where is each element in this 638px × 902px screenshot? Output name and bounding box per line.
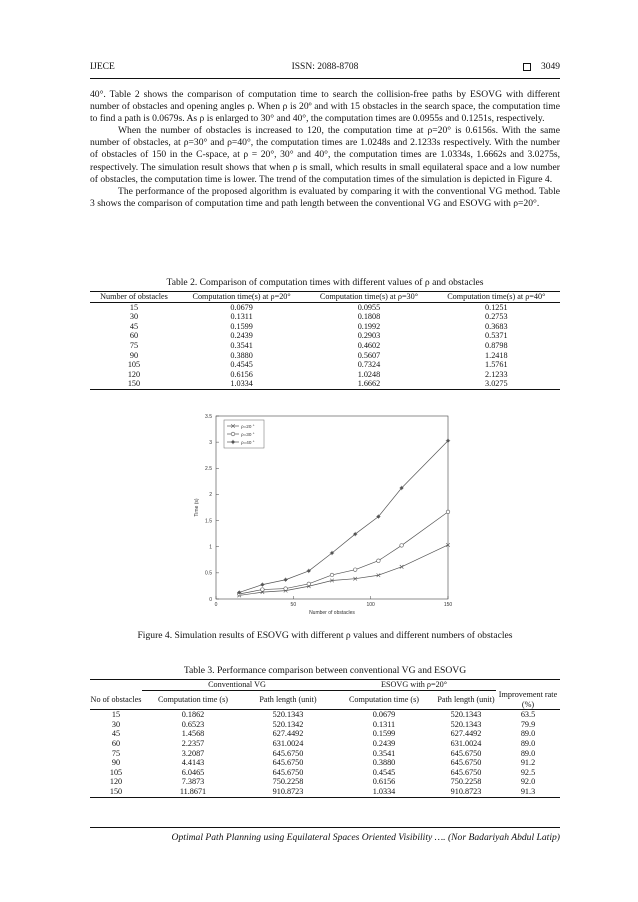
data-point [261,588,265,592]
table-cell: 60 [111,739,121,749]
table2-title: Table 2. Comparison of computation times with different values of ρ and obstacles [166,277,484,288]
table-cell: 92.0 [520,777,536,787]
table-row [90,720,560,730]
page-number-area [523,62,560,72]
table-row [90,379,560,389]
table-row [90,322,560,332]
legend-label: ρ=20 ° [241,423,255,429]
table-cell: 645.6750 [272,748,304,758]
table2-header: Computation time(s) at ρ=20° [178,292,305,303]
table-cell: 45 [111,729,121,739]
table-cell: 0.3683 [485,321,508,331]
table-cell: 0.0679 [372,710,396,720]
x-tick-label: 150 [443,602,453,608]
table-cell: 15 [111,710,121,720]
table-cell: 63.5 [520,710,536,720]
page-header [90,62,560,78]
data-point [400,565,404,569]
table-cell: 45 [129,321,139,331]
table-cell: 0.1311 [230,312,253,322]
table-cell: 0.4545 [372,767,396,777]
table-cell: 1.0334 [332,787,436,797]
table-cell: 0.8798 [485,340,508,350]
table-cell: 0.1599 [372,729,396,739]
table-cell: 520.1343 [450,719,482,729]
table-row [90,787,560,797]
table-cell: 750.2258 [450,777,482,787]
table-row [90,739,560,749]
checkbox-square-icon [523,63,531,71]
table-cell: 0.6156 [230,369,253,379]
y-tick-label: 1 [209,544,212,551]
table3-header: Improvement rate (%) [496,690,560,710]
table-cell: 90 [111,758,121,768]
table-cell: 1.4568 [181,729,205,739]
table-cell: 0.5371 [485,331,508,341]
y-tick-label: 0.5 [205,570,212,577]
table-cell: 2.2357 [181,739,205,749]
table-cell: 520.1343 [450,710,482,720]
y-axis-label: Time (s) [194,498,200,517]
table-cell: 79.9 [520,719,536,729]
data-point [353,568,357,572]
table-cell: 120 [127,369,141,379]
table3-group-esovg: ESOVG with ρ=20° [332,680,496,691]
table-cell: 0.3541 [372,748,396,758]
paragraph-3: The performance of the proposed algorithm is evaluated by comparing it with the conventional VG method. Table 3 shows the comparison of computation time and path length between the conventional VG and ESOVG with ρ=20°. [90,185,560,209]
table-cell: 150 [90,787,142,797]
table-cell: 0.2439 [230,331,253,341]
table3-group-conventional: Conventional VG [142,680,332,691]
table-cell: 105 [127,360,141,370]
table-cell: 30 [129,312,139,322]
y-tick-label: 0 [209,596,212,603]
table-cell: 0.0679 [230,302,253,312]
table-row [90,768,560,778]
data-point [400,544,404,548]
table-cell: 3.2087 [181,748,205,758]
legend-label: ρ=40 ° [241,439,255,445]
issn: ISSN: 2088-8708 [291,62,359,72]
series-line [239,545,448,595]
table-row [90,302,560,312]
table2-header: Number of obstacles [90,292,178,303]
table-cell: 6.0465 [181,767,205,777]
data-point-star [260,582,264,586]
table-cell: 0.6156 [372,777,396,787]
table-row [90,331,560,341]
data-point [330,573,334,577]
table3-group-row [90,680,560,691]
table3-header: No of obstacles [90,690,142,710]
table-cell: 2.1233 [485,369,508,379]
table-cell: 750.2258 [272,777,304,787]
table-row [90,351,560,361]
journal-name: IJECE [90,62,115,72]
y-tick-label: 2 [209,492,212,499]
table3-header: Path length (unit) [244,690,332,710]
table-cell: 0.4545 [230,360,253,370]
table-cell: 645.6750 [450,767,482,777]
table3 [90,679,560,798]
table-cell: 0.3880 [372,758,396,768]
series-line [239,441,448,593]
table-row [90,360,560,370]
table-cell: 15 [129,302,139,312]
table-cell: 1.6662 [305,379,432,389]
table3-body [90,710,560,797]
table-cell: 150 [90,379,178,389]
x-tick-label: 0 [214,602,218,608]
page-footer: Optimal Path Planning using Equilateral Spaces Oriented Visibility …. (Nor Badariyah Abdul Latip) [171,832,560,843]
table3-header: Computation time (s) [332,690,436,710]
table-cell: 75 [129,340,139,350]
table-cell: 910.8723 [436,787,496,797]
table-cell: 7.3873 [181,777,205,787]
table-cell: 0.5607 [357,350,381,360]
table-cell: 0.1599 [230,321,253,331]
y-tick-label: 1.5 [205,518,212,525]
table-cell: 645.6750 [272,758,304,768]
table-cell: 60 [129,331,139,341]
table-cell: 75 [111,748,121,758]
table-cell: 0.2753 [485,312,508,322]
table-cell: 0.6523 [181,719,205,729]
table3-header-row [90,690,560,710]
figure4-chart [190,408,460,618]
x-tick-label: 50 [290,602,297,608]
data-point [377,559,381,563]
table-cell: 4.4143 [181,758,205,768]
table-cell: 92.5 [520,767,536,777]
table-row [90,758,560,768]
table-row [90,749,560,759]
table-cell: 0.0955 [357,302,381,312]
table-cell: 90 [129,350,139,360]
table2-header-row [90,292,560,303]
table2-header: Computation time(s) at ρ=30° [305,292,432,303]
table-cell: 0.2439 [372,739,396,749]
table-row [90,341,560,351]
figure4-caption: Figure 4. Simulation results of ESOVG with different ρ values and different numbers of obstacles [137,630,513,641]
table2 [90,291,560,390]
table-row [90,710,560,720]
table-cell: 0.1862 [181,710,205,720]
table-cell: 0.1251 [485,302,508,312]
table-cell: 30 [111,719,121,729]
data-point [446,510,450,514]
table-cell: 1.5761 [485,360,508,370]
table-cell: 631.0024 [450,739,482,749]
table-cell: 0.3880 [230,350,253,360]
paragraph-2: When the number of obstacles is increased to 120, the computation time at ρ=20° is 0.6156s. With the same number of obstacles, at ρ=30° and ρ=40°, the computation times are 1.0248s and 2.1233s respectively. With the number of obstacles of 150 in the C-space, at ρ = 20°, 30° and 40°, the computation times are 1.0334s, 1.6662s and 3.0275s, respectively. The simulation result shows that when ρ is small, which results in small equilateral space and a low number of obstacles, the computation time is lower. The trend of the computation times of the simulation is depicted in Figure 4. [90,125,560,185]
table-cell: 89.0 [520,729,536,739]
table-cell: 520.1343 [272,710,304,720]
table-cell: 645.6750 [272,767,304,777]
table-cell: 120 [109,777,123,787]
table3-header: Path length (unit) [436,690,496,710]
table-row [90,729,560,739]
series-line [239,512,448,594]
table2-header: Computation time(s) at ρ=40° [433,292,560,303]
table-cell: 0.3541 [230,340,253,350]
table-cell: 0.2903 [357,331,381,341]
table-cell: 11.8671 [142,787,244,797]
y-tick-label: 2.5 [205,466,212,473]
body-text [90,89,560,210]
data-point [284,587,288,591]
x-axis-label: Number of obstacles [309,610,355,616]
x-tick-label: 100 [366,602,375,608]
table-cell: 627.4492 [272,729,304,739]
table-cell: 91.2 [520,758,536,768]
header-rule [90,78,560,79]
table-cell: 520.1342 [272,719,304,729]
footer-rule [90,827,560,828]
table-row [90,370,560,380]
table-cell: 3.0275 [433,379,560,389]
table-cell: 1.2418 [485,350,508,360]
table-cell: 89.0 [520,739,536,749]
y-tick-label: 3 [209,439,212,446]
table3-title: Table 3. Performance comparison between conventional VG and ESOVG [183,665,467,676]
data-point-star [283,578,287,582]
table-cell: 91.3 [496,787,560,797]
table-cell: 0.7324 [357,360,381,370]
table3-header: Computation time (s) [142,690,244,710]
table-cell: 89.0 [520,748,536,758]
data-point [231,432,235,436]
table-cell: 627.4492 [450,729,482,739]
table-cell: 645.6750 [450,758,482,768]
table-row [90,312,560,322]
series-3 [237,439,450,595]
table-cell: 0.1311 [372,719,396,729]
table-cell: 0.4602 [357,340,381,350]
table2-body [90,302,560,389]
table-cell: 1.0334 [178,379,305,389]
page-number: 3049 [541,62,560,72]
table-cell: 105 [109,767,123,777]
data-point [307,582,311,586]
table-cell: 631.0024 [272,739,304,749]
table-cell: 910.8723 [244,787,332,797]
table-cell: 1.0248 [357,369,381,379]
y-tick-label: 3.5 [205,413,212,420]
table-cell: 0.1992 [357,321,381,331]
legend-label: ρ=30 ° [241,431,255,437]
paragraph-1: 40°. Table 2 shows the comparison of computation time to search the collision-free paths by ESOVG with different number of obstacles and opening angles ρ. When ρ is 20º and with 15 obstacles in the search space, the computation time to find a path is 0.0679s. As ρ is enlarged to 30° and 40°, the computation times are 0.0955s and 0.1251s, respectively. [90,89,560,125]
table-row [90,777,560,787]
table-cell: 645.6750 [450,748,482,758]
table-cell: 0.1808 [357,312,381,322]
